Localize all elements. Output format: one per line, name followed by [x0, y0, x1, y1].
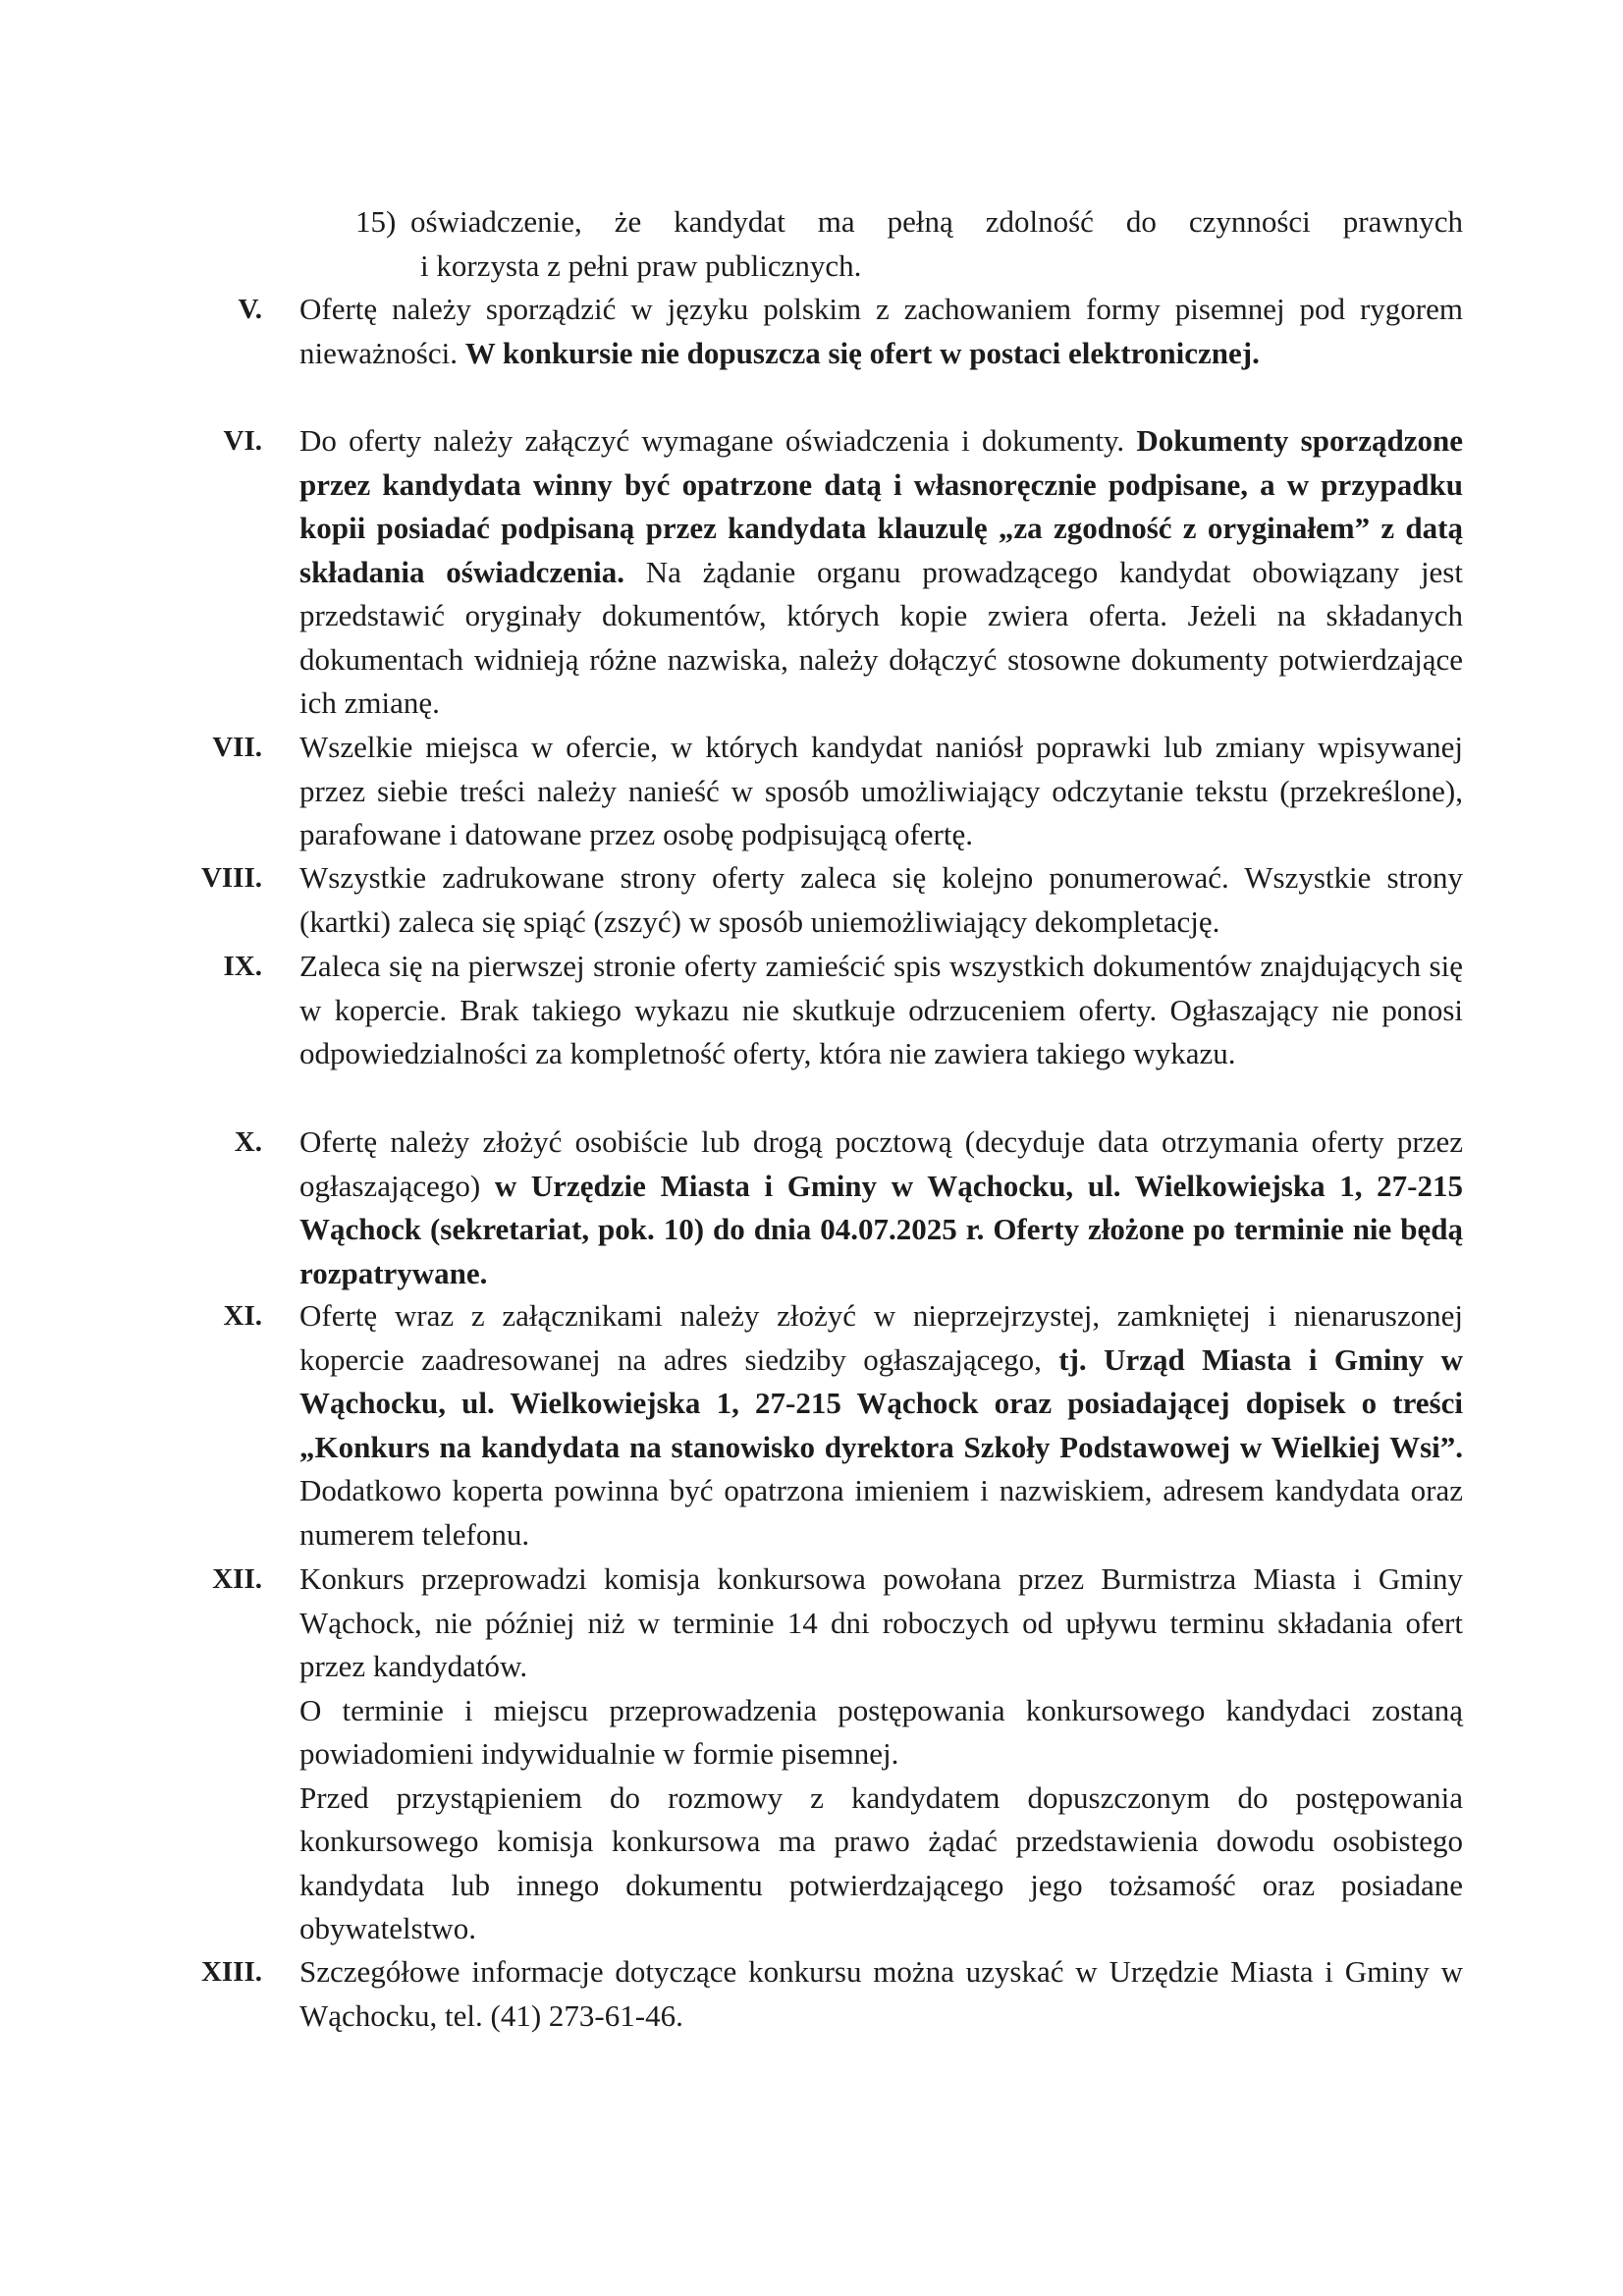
text-span: Ofertę należy sporządzić w języku polskim z zachowaniem formy pisemnej pod rygorem nieważności. — [299, 292, 1463, 370]
bold-text-span: w Urzędzie Miasta i Gminy w Wąchocku, ul. Wielkowiejska 1, 27-215 Wąchock (sekretariat, pok. 10) do dnia 04.07.2025 r. Oferty złożone po terminie nie będą rozpatrywane. — [299, 1168, 1463, 1290]
section-number: VII. — [212, 732, 262, 763]
section-text: Zaleca się na pierwszej stronie oferty zamieścić spis wszystkich dokumentów znajdujących się w kopercie. Brak takiego wykazu nie skutkuje odrzuceniem oferty. Ogłaszający nie ponosi odpowiedzialności za kompletność oferty, która nie zawiera takiego wykazu. — [299, 949, 1463, 1070]
section-number: XII. — [212, 1563, 262, 1595]
section-text — [299, 1121, 1463, 1295]
section-text — [299, 1294, 1463, 1557]
list-item-line: oświadczenie, że kandydat ma pełną zdolność do czynności prawnych — [410, 204, 1463, 239]
bold-text-span: tj. Urząd Miasta i Gminy w Wąchocku, ul. Wielkowiejska 1, 27-215 Wąchock oraz posiadającej dopisek o treści „Konkurs na kandydata na stanowisko dyrektora Szkoły Podstawowej w Wielkiej Wsi”. — [299, 1341, 1463, 1464]
list-item-number: 15) — [355, 204, 397, 239]
section-number: XI. — [223, 1300, 262, 1332]
text-span: Ofertę należy złożyć osobiście lub drogą pocztową (decyduje data otrzymania oferty przez ogłaszającego) — [299, 1124, 1463, 1203]
text-span: Dodatkowo koperta powinna być opatrzona imieniem i nazwiskiem, adresem kandydata oraz numerem telefonu. — [299, 1473, 1463, 1552]
paragraph: Konkurs przeprowadzi komisja konkursowa powołana przez Burmistrza Miasta i Gminy Wąchock, nie później niż w terminie 14 dni roboczych od upływu terminu składania ofert przez kandydatów. — [299, 1561, 1463, 1683]
section-number: X. — [234, 1126, 262, 1158]
section-number: VIII. — [200, 862, 262, 894]
section-number: VI. — [223, 425, 262, 457]
section-number: IX. — [223, 951, 262, 982]
section-text — [299, 1558, 1463, 1951]
section-number: V. — [238, 294, 262, 325]
text-span: Do oferty należy załączyć wymagane oświadczenia i dokumenty. — [299, 423, 1137, 458]
bold-text-span: W konkursie nie dopuszcza się ofert w postaci elektronicznej. — [464, 335, 1260, 370]
list-item-text — [410, 200, 1463, 288]
section-text — [299, 288, 1463, 375]
section-number: XIII. — [200, 1956, 262, 1988]
bold-text-span: Dokumenty sporządzone przez kandydata winny być opatrzone datą i własnoręcznie podpisane, a w przypadku kopii posiadać podpisaną przez kandydata klauzulę „za zgodność z oryginałem” z datą składania oświadczenia. — [299, 423, 1463, 589]
list-item-line: i korzysta z pełni praw publicznych. — [420, 247, 862, 283]
section-text: Szczegółowe informacje dotyczące konkursu można uzyskać w Urzędzie Miasta i Gminy w Wąchocku, tel. (41) 273-61-46. — [299, 1954, 1463, 2033]
section-text: Wszelkie miejsca w ofercie, w których kandydat naniósł poprawki lub zmiany wpisywanej przez siebie treści należy nanieść w sposób umożliwiający odczytanie tekstu (przekreślone), parafowane i datowane przez osobę podpisującą ofertę. — [299, 730, 1463, 851]
section-text — [299, 419, 1463, 726]
paragraph: Przed przystąpieniem do rozmowy z kandydatem dopuszczonym do postępowania konkursowego komisja konkursowa ma prawo żądać przedstawienia dowodu osobistego kandydata lub innego dokumentu potwierdzającego jego tożsamość oraz posiadane obywatelstwo. — [299, 1779, 1463, 1945]
text-span: Ofertę wraz z załącznikami należy złożyć w nieprzejrzystej, zamkniętej i nienaruszonej kopercie zaadresowanej na adres siedziby ogłaszającego, — [299, 1298, 1463, 1377]
text-span: Na żądanie organu prowadzącego kandydat obowiązany jest przedstawić oryginały dokumentów, których kopie zwiera oferta. Jeżeli na składanych dokumentach widnieją różne nazwiska, należy dołączyć stosowne dokumenty potwierdzające ich zmianę. — [299, 554, 1463, 720]
paragraph: O terminie i miejscu przeprowadzenia postępowania konkursowego kandydaci zostaną powiadomieni indywidualnie w formie pisemnej. — [299, 1692, 1463, 1771]
section-text: Wszystkie zadrukowane strony oferty zaleca się kolejno ponumerować. Wszystkie strony (kartki) zaleca się spiąć (zszyć) w sposób uniemożliwiający dekompletację. — [299, 860, 1463, 939]
